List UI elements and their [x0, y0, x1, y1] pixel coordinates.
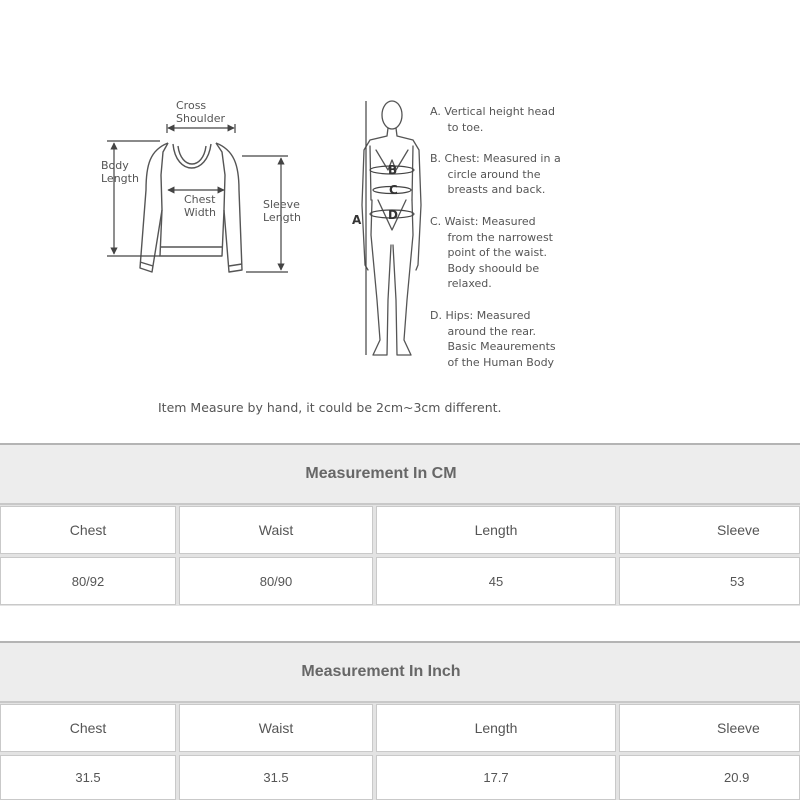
- table-inch-header-sleeve: Sleeve: [619, 704, 800, 752]
- table-inch-value-waist: 31.5: [179, 755, 373, 800]
- definition-b: B. Chest: Measured in a circle around the breasts and back.: [430, 152, 561, 196]
- table-inch-header-band: [0, 641, 800, 703]
- definition-a: A. Vertical height head to toe.: [430, 105, 556, 134]
- table-cm-header-waist: Waist: [179, 506, 373, 554]
- table-cm-value-length: 45: [376, 557, 616, 605]
- table-cm-value-waist: 80/90: [179, 557, 373, 605]
- table-inch-title: Measurement In Inch: [301, 663, 461, 680]
- table-inch-value-length: 17.7: [376, 755, 616, 800]
- table-cm-title: Measurement In CM: [305, 465, 457, 482]
- table-cm-header-sleeve: Sleeve: [619, 506, 800, 554]
- table-cm-header-band: [0, 443, 800, 505]
- body-length-label: Body Length: [101, 159, 139, 185]
- table-inch-value-chest: 31.5: [0, 755, 176, 800]
- human-figure-outline: [362, 101, 421, 355]
- marker-a: A: [352, 213, 362, 227]
- marker-d: D: [388, 208, 398, 222]
- table-cm-header-length: Length: [376, 506, 616, 554]
- table-inch-value-sleeve: 20.9: [619, 755, 800, 800]
- table-cm-header-chest: Chest: [0, 506, 176, 554]
- table-cm-value-chest: 80/92: [0, 557, 176, 605]
- measure-note: Item Measure by hand, it could be 2cm~3cm different.: [158, 400, 502, 415]
- marker-b: B: [388, 163, 398, 177]
- table-inch-header-waist: Waist: [179, 704, 373, 752]
- definition-d: D. Hips: Measured around the rear. Basic Meaurements of the Human Body: [430, 309, 556, 369]
- table-inch-header-length: Length: [376, 704, 616, 752]
- cross-shoulder-label: Cross Shoulder: [176, 99, 225, 125]
- table-inch-header-chest: Chest: [0, 704, 176, 752]
- definition-c: C. Waist: Measured from the narrowest point of the waist. Body shoould be relaxed.: [430, 215, 553, 290]
- marker-c: C: [389, 183, 398, 197]
- sleeve-length-label: Sleeve Length: [263, 198, 301, 224]
- chest-width-label: Chest Width: [184, 193, 216, 219]
- table-cm-value-sleeve: 53: [619, 557, 800, 605]
